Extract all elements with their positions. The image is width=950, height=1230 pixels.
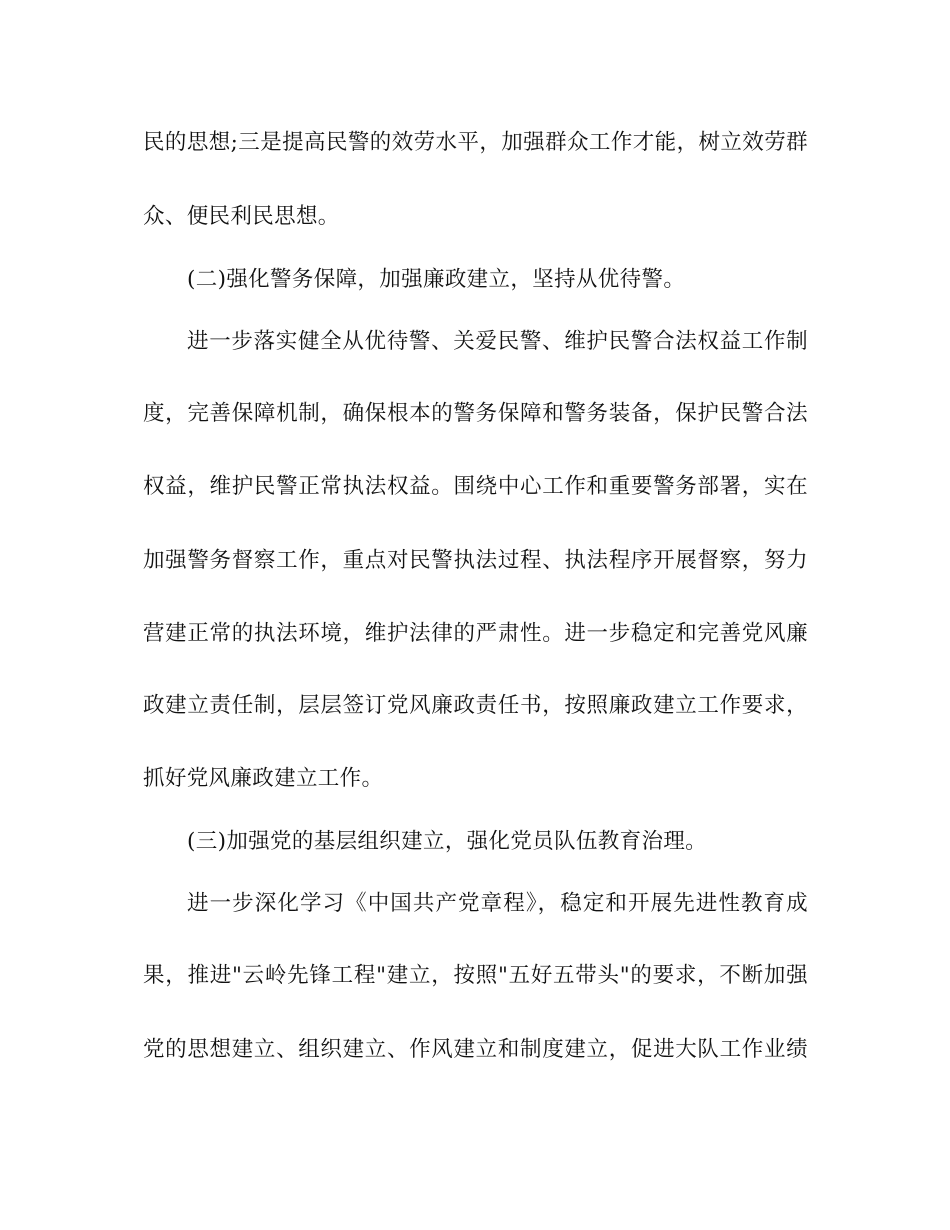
text-line: 权益，维护民警正常执法权益。围绕中心工作和重要警务部署，实在	[143, 474, 808, 499]
text-line: 民的思想;三是提高民警的效劳水平，加强群众工作才能，树立效劳群	[143, 130, 808, 155]
text-line: 进一步落实健全从优待警、关爱民警、维护民警合法权益工作制	[187, 329, 808, 354]
text-line: 果，推进"云岭先锋工程"建立，按照"五好五带头"的要求，不断加强	[143, 963, 808, 988]
text-line: 抓好党风廉政建立工作。	[143, 766, 384, 791]
section-heading: (二)强化警务保障，加强廉政建立，坚持从优待警。	[187, 267, 686, 292]
text-line: 众、便民利民思想。	[143, 204, 340, 229]
text-line: 加强警务督察工作，重点对民警执法过程、执法程序开展督察，努力	[143, 548, 808, 573]
text-line: 营建正常的执法环境，维护法律的严肃性。进一步稳定和完善党风廉	[143, 621, 808, 646]
text-line: 进一步深化学习《中国共产党章程》，稳定和开展先进性教育成	[187, 891, 808, 916]
text-line: 党的思想建立、组织建立、作风建立和制度建立，促进大队工作业绩	[143, 1037, 808, 1062]
text-line: 度，完善保障机制，确保根本的警务保障和警务装备，保护民警合法	[143, 401, 808, 426]
text-line: 政建立责任制，层层签订党风廉政责任书，按照廉政建立工作要求，	[143, 693, 808, 718]
section-heading: (三)加强党的基层组织建立，强化党员队伍教育治理。	[187, 829, 708, 854]
